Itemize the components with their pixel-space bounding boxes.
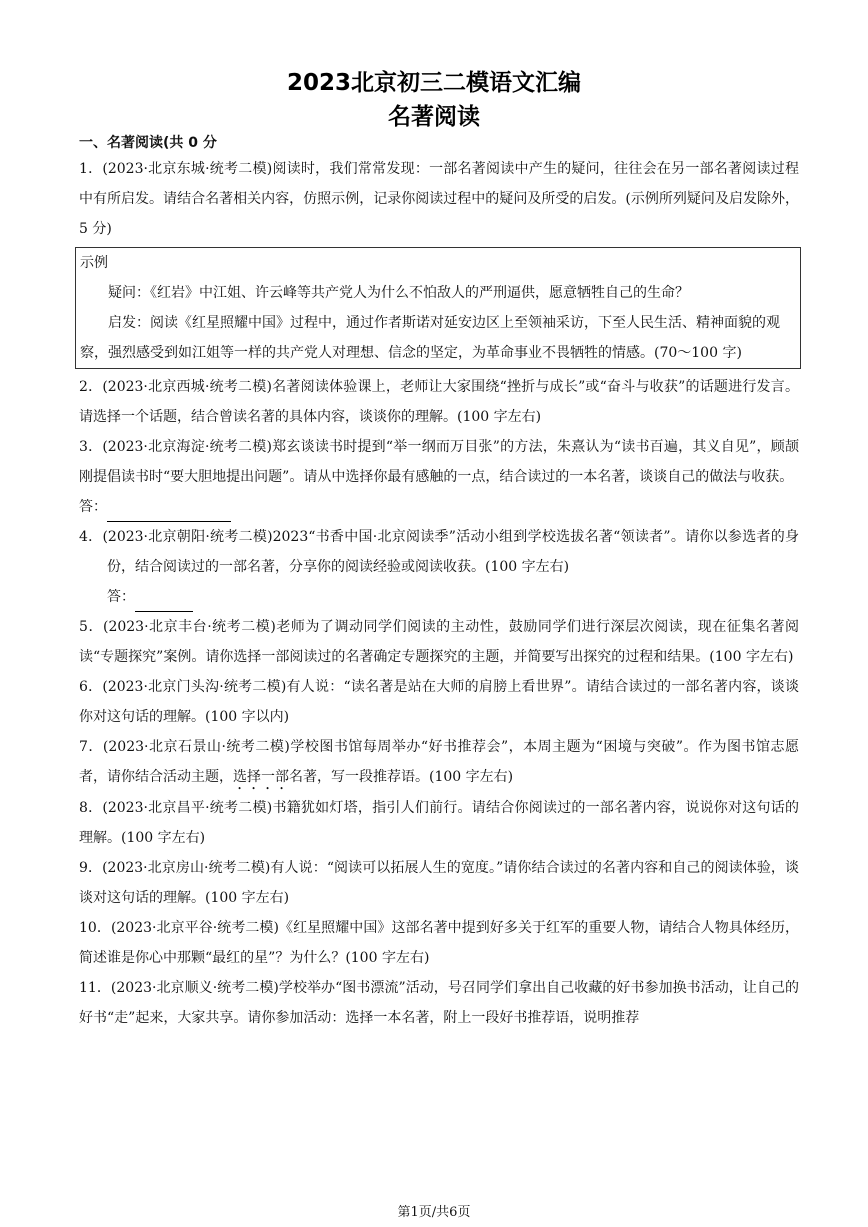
question-number: 4． <box>79 529 103 545</box>
question-text: 阅读时，我们常常发现：一部名著阅读中产生的疑问，往往会在另一部名著阅读过程中有所启发。请结合名著相关内容，仿照示例，记录你阅读过程中的疑问及所受的启发。(示例所列疑问及启发除外，5 分) <box>79 161 799 237</box>
question-source: (2023·北京丰台·统考二模) <box>102 619 276 635</box>
question-text: 有人说：“阅读可以拓展人生的宽度。”请你结合读过的名著内容和自己的阅读体验，谈谈对这句话的理解。(100 字左右) <box>79 860 800 906</box>
question-5 <box>79 612 799 672</box>
question-number: 11． <box>79 980 111 996</box>
question-8 <box>79 793 799 853</box>
question-source: (2023·北京顺义·统考二模) <box>110 980 279 996</box>
example-box <box>75 247 801 369</box>
question-11 <box>79 973 799 1033</box>
question-number: 8． <box>79 800 103 816</box>
question-source: (2023·北京朝阳·统考二模) <box>102 529 273 545</box>
emphasized-text: 选择一部 <box>233 769 289 785</box>
question-10 <box>79 913 799 973</box>
section-heading: 一、名著阅读(共 0 分 <box>79 135 217 151</box>
question-text: 学校举办“图书漂流”活动，号召同学们拿出自己收藏的好书参加换书活动，让自己的好书“走”起来，大家共享。请你参加活动：选择一本名著，附上一段好书推荐语，说明推荐 <box>79 980 800 1026</box>
question-text: 书籍犹如灯塔，指引人们前行。请结合你阅读过的一部名著内容，说说你对这句话的理解。(100 字左右) <box>79 800 799 846</box>
question-source: (2023·北京平谷·统考二模) <box>110 920 279 936</box>
question-number: 1． <box>79 161 103 177</box>
answer-label: 答： <box>79 499 107 515</box>
question-4 <box>79 522 799 582</box>
question-text: 名著阅读体验课上，老师让大家围绕“挫折与成长”或“奋斗与收获”的话题进行发言。请选择一个话题，结合曾读名著的具体内容，谈谈你的理解。(100 字左右) <box>79 379 799 425</box>
question-source: (2023·北京海淀·统考二模) <box>102 439 272 455</box>
example-label: 示例 <box>80 255 108 271</box>
question-7 <box>79 732 799 793</box>
question-text-before: 学校图书馆每周举办“好书推荐会”，本周主题为“困境与突破”。作为图书馆志愿者，请你结合活动主题， <box>79 739 799 785</box>
answer-line <box>107 582 799 612</box>
question-text: 郑玄谈读书时提到“举一纲而万目张”的方法，朱熹认为“读书百遍，其义自见”，顾颉刚提倡读书时“要大胆地提出问题”。请从中选择你最有感触的一点，结合读过的一本名著，谈谈自己的做法与收获。 <box>79 439 799 485</box>
example-inspiration: 启发：阅读《红星照耀中国》过程中，通过作者斯诺对延安边区上至领袖采访，下至人民生活、精神面貌的观察，强烈感受到如江姐等一样的共产党人对理想、信念的坚定，为革命事业不畏牺牲的情感。(70～100 字) <box>80 315 780 361</box>
question-number: 2． <box>79 379 103 395</box>
question-9 <box>79 853 799 913</box>
question-number: 7． <box>79 739 103 755</box>
question-source: (2023·北京昌平·统考二模) <box>102 800 273 816</box>
question-text: 2023“书香中国·北京阅读季”活动小组到学校选拔名著“领读者”。请你以参选者的身份，结合阅读过的一部名著，分享你的阅读经验或阅读收获。(100 字左右) <box>107 529 799 575</box>
question-list <box>79 154 799 1033</box>
question-text-after: 名著，写一段推荐语。(100 字左右) <box>289 769 514 785</box>
question-text: 老师为了调动同学们阅读的主动性，鼓励同学们进行深层次阅读，现在征集名著阅读“专题探究”案例。请你选择一部阅读过的名著确定专题探究的主题，并简要写出探究的过程和结果。(100 字左右) <box>79 619 799 665</box>
question-number: 3． <box>79 439 103 455</box>
document-subtitle: 名著阅读 <box>388 104 480 130</box>
question-text: 有人说：“读名著是站在大师的肩膀上看世界”。请结合读过的一部名著内容，谈谈你对这句话的理解。(100 字以内) <box>79 679 800 725</box>
question-number: 9． <box>79 860 103 876</box>
question-source: (2023·北京西城·统考二模) <box>102 379 272 395</box>
answer-blank[interactable] <box>135 593 193 612</box>
question-source: (2023·北京门头沟·统考二模) <box>102 679 287 695</box>
question-1 <box>79 154 799 244</box>
answer-line <box>79 492 799 522</box>
answer-blank[interactable] <box>107 503 231 522</box>
question-source: (2023·北京东城·统考二模) <box>102 161 273 177</box>
document-title: 2023北京初三二模语文汇编 <box>286 70 581 96</box>
question-3 <box>79 432 799 492</box>
example-question: 疑问：《红岩》中江姐、许云峰等共产党人为什么不怕敌人的严刑逼供，愿意牺牲自己的生命？ <box>108 285 689 301</box>
question-2 <box>79 372 799 432</box>
question-number: 5． <box>79 619 103 635</box>
page-footer: 第1页/共6页 <box>397 1205 471 1220</box>
question-6 <box>79 672 799 732</box>
answer-label: 答： <box>107 589 135 605</box>
question-number: 6． <box>79 679 103 695</box>
question-number: 10． <box>79 920 111 936</box>
question-source: (2023·北京石景山·统考二模) <box>102 739 290 755</box>
question-text: 《红星照耀中国》这部名著中提到好多关于红军的重要人物，请结合人物具体经历，简述谁是你心中那颗“最红的星”？为什么？(100 字左右) <box>79 920 800 966</box>
question-source: (2023·北京房山·统考二模) <box>102 860 271 876</box>
